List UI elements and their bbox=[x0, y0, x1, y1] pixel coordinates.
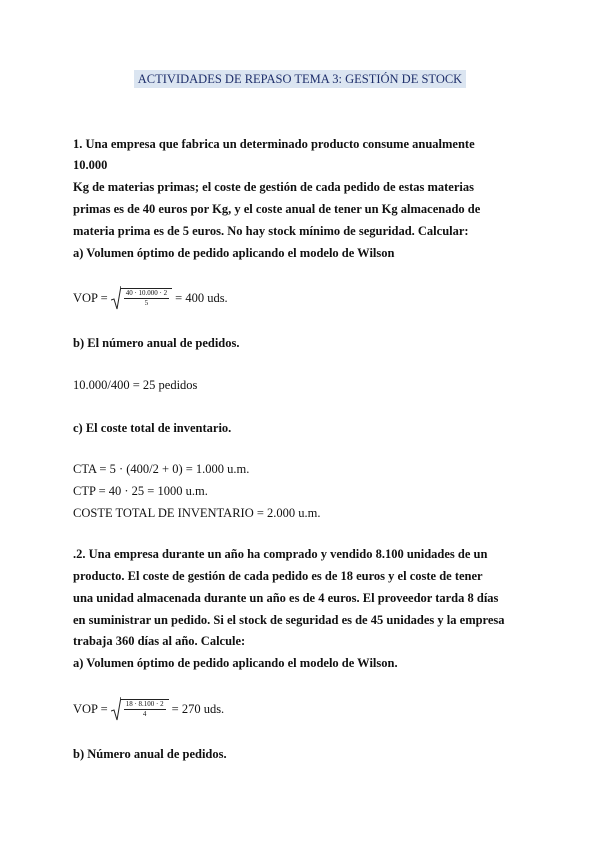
ex2-denominator: 4 bbox=[142, 710, 147, 718]
ex1-answer-c-cta: CTA = 5 · (400/2 + 0) = 1.000 u.m. bbox=[73, 462, 250, 476]
ex2-question-a: a) Volumen óptimo de pedido aplicando el modelo de Wilson. bbox=[73, 656, 398, 670]
page-title-text: ACTIVIDADES DE REPASO TEMA 3: GESTIÓN DE STOCK bbox=[134, 70, 466, 88]
page-title bbox=[0, 72, 600, 87]
ex1-answer-b: 10.000/400 = 25 pedidos bbox=[73, 378, 198, 392]
ex1-answer-c-total: COSTE TOTAL DE INVENTARIO = 2.000 u.m. bbox=[73, 506, 321, 520]
ex1-question-b: b) El número anual de pedidos. bbox=[73, 336, 240, 350]
ex2-fraction bbox=[121, 699, 169, 719]
ex1-statement-line-2: 10.000 bbox=[73, 158, 108, 172]
ex1-numerator: 40 · 10.000 · 2 bbox=[125, 289, 168, 297]
ex2-statement-line-4: en suministrar un pedido. Si el stock de seguridad es de 45 unidades y la empresa bbox=[73, 613, 505, 627]
ex1-question-a: a) Volumen óptimo de pedido aplicando el modelo de Wilson bbox=[73, 246, 395, 260]
ex2-numerator: 18 · 8.100 · 2 bbox=[125, 700, 164, 708]
ex1-statement-line-1: 1. Una empresa que fabrica un determinado producto consume anualmente bbox=[73, 137, 475, 151]
ex1-question-c: c) El coste total de inventario. bbox=[73, 421, 232, 435]
ex1-answer-c-ctp: CTP = 40 · 25 = 1000 u.m. bbox=[73, 484, 208, 498]
ex2-vop-formula bbox=[73, 697, 224, 721]
ex1-statement-line-5: materia prima es de 5 euros. No hay stock mínimo de seguridad. Calcular: bbox=[73, 224, 469, 238]
ex1-sqrt bbox=[111, 286, 172, 310]
ex1-fraction bbox=[121, 288, 172, 308]
ex1-vop-result: = 400 uds. bbox=[175, 290, 228, 305]
ex2-vop-label: VOP = bbox=[73, 701, 108, 716]
ex2-statement-line-2: producto. El coste de gestión de cada pedido es de 18 euros y el coste de tener bbox=[73, 569, 483, 583]
ex2-question-b: b) Número anual de pedidos. bbox=[73, 747, 227, 761]
ex2-statement-line-3: una unidad almacenada durante un año es de 4 euros. El proveedor tarda 8 días bbox=[73, 591, 499, 605]
sqrt-sign-icon bbox=[111, 286, 121, 310]
ex2-statement-line-1: .2. Una empresa durante un año ha comprado y vendido 8.100 unidades de un bbox=[73, 547, 488, 561]
ex1-vop-label: VOP = bbox=[73, 290, 108, 305]
ex2-vop-result: = 270 uds. bbox=[171, 701, 225, 716]
ex2-statement-line-5: trabaja 360 días al año. Calcule: bbox=[73, 634, 246, 648]
sqrt-sign-icon bbox=[111, 697, 121, 721]
ex1-statement-line-4: primas es de 40 euros por Kg, y el coste anual de tener un Kg almacenado de bbox=[73, 202, 481, 216]
ex1-vop-formula bbox=[73, 286, 228, 310]
ex1-denominator: 5 bbox=[144, 299, 149, 307]
ex1-statement-line-3: Kg de materias primas; el coste de gestión de cada pedido de estas materias bbox=[73, 180, 474, 194]
ex2-sqrt bbox=[111, 697, 169, 721]
